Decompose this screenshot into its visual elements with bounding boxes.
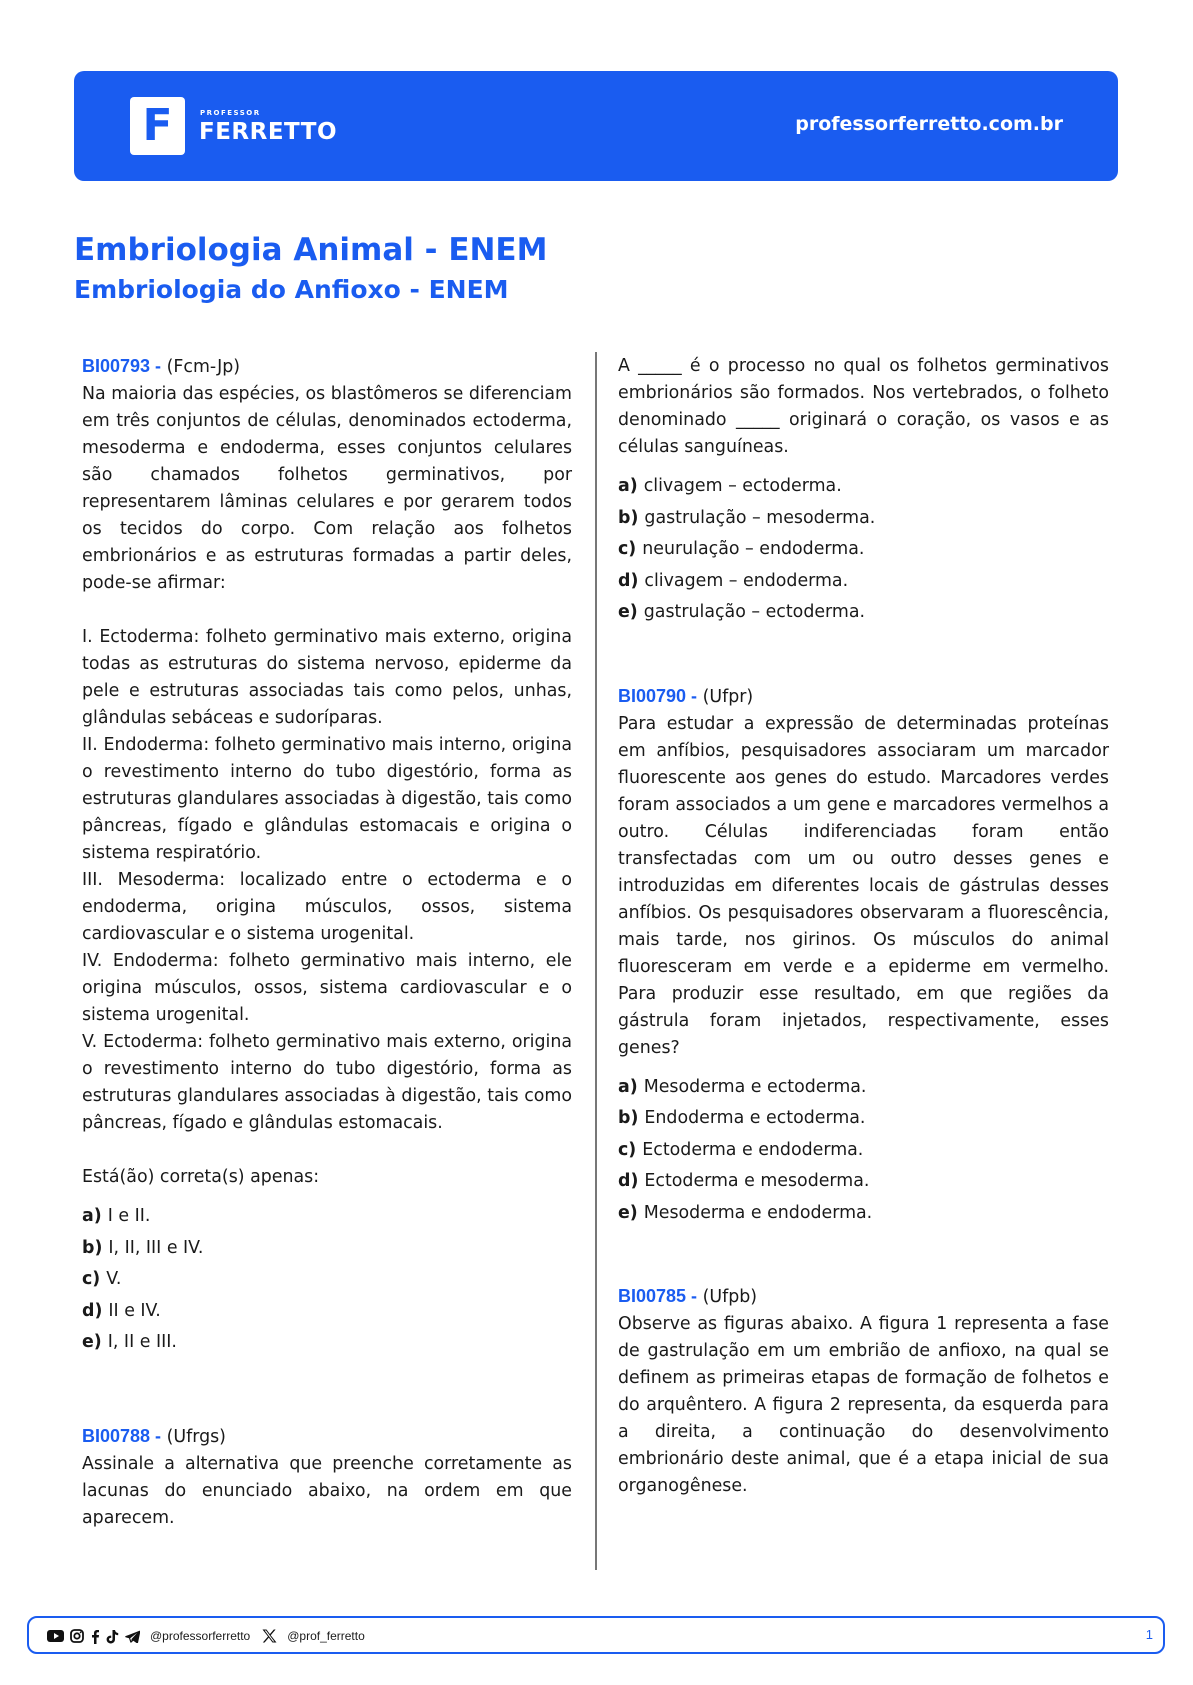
answer-option[interactable]: a) Mesoderma e ectoderma. <box>618 1076 867 1097</box>
answer-option[interactable]: e) Mesoderma e endoderma. <box>618 1202 873 1223</box>
column-divider <box>595 352 597 1570</box>
page-number: 1 <box>1145 1627 1153 1642</box>
answer-option[interactable]: e) gastrulação – ectoderma. <box>618 602 866 622</box>
question-BI00785 <box>618 1283 1109 1500</box>
answer-options <box>82 1203 572 1356</box>
answer-option[interactable]: d) II e IV. <box>82 1300 161 1321</box>
answer-option[interactable]: d) Ectoderma e mesoderma. <box>618 1171 870 1191</box>
question-text: Para estudar a expressão de determinadas proteínas em anfíbios, pesquisadores associaram um marcador fluorescente aos genes do estudo. Marcadores verdes foram associados a um gene e marcadores vermelhos a outro. Células indiferenciadas foram então transfectadas com um ou outro desses genes e introduzidas em diferentes locais de gástrulas desses anfíbios. Os pesquisadores observaram a fluorescência, mais tarde, nos girinos. Os músculos do animal fluoresceram em verde e a epiderme em vermelho. Para produzir esse resultado, em que regiões da gástrula foram injetados, respectivamente, esses genes? <box>618 713 1109 1058</box>
youtube-icon[interactable] <box>47 1630 64 1642</box>
question-BI00788 <box>82 1423 572 1532</box>
logo-small-text: PROFESSOR <box>200 109 261 117</box>
answer-option[interactable]: c) V. <box>82 1269 122 1289</box>
question-id: BI00790 - <box>618 685 698 706</box>
answer-options <box>618 1074 1109 1227</box>
header-banner <box>74 71 1118 181</box>
answer-option[interactable]: a) clivagem – ectoderma. <box>618 476 842 496</box>
answer-options <box>618 473 1109 626</box>
answer-option[interactable]: e) I, II e III. <box>82 1332 177 1352</box>
question-source: (Ufrgs) <box>166 1426 226 1447</box>
question-id: BI00785 - <box>618 1286 698 1306</box>
question-id: BI00788 - <box>82 1425 162 1446</box>
answer-option[interactable]: b) I, II, III e IV. <box>82 1237 204 1258</box>
answer-option[interactable]: c) neurulação – endoderma. <box>618 539 865 559</box>
statement-item: V. Ectoderma: folheto germinativo mais externo, origina o revestimento interno do tubo digestório, forma as estruturas glandulares associadas à digestão, tais como pâncreas, fígado e glândulas estomacais. <box>82 1032 572 1133</box>
answer-option[interactable]: c) Ectoderma e endoderma. <box>618 1139 864 1160</box>
question-source: (Ufpb) <box>702 1287 758 1307</box>
question-BI00793 <box>82 353 572 1356</box>
question-source: (Ufpr) <box>702 686 754 707</box>
answer-option[interactable]: b) gastrulação – mesoderma. <box>618 507 876 528</box>
telegram-icon[interactable] <box>125 1630 140 1643</box>
question-statement: A _____ é o processo no qual os folhetos germinativos embrionários são formados. Nos vertebrados, o folheto denominado _____ originará o coração, os vasos e as células sanguíneas. <box>618 356 1109 457</box>
question-BI00790 <box>618 683 1109 1227</box>
tiktok-icon[interactable] <box>106 1629 119 1644</box>
question-text: Observe as figuras abaixo. A figura 1 representa a fase de gastrulação em um embrião de anfioxo, na qual se definem as primeiras etapas de formação de folhetos e do arquêntero. A figura 2 representa, da esquerda para a direita, a continuação do desenvolvimento embrionário deste animal, que é a etapa inicial de sua organogênese. <box>618 1314 1109 1496</box>
question-text: Na maioria das espécies, os blastômeros se diferenciam em três conjuntos de células, denominados ectoderma, mesoderma e endoderma, esses conjuntos celulares são chamados folhetos germinativos, por representarem lâminas celulares e por gerarem todos os tecidos do corpo. Com relação aos folhetos embrionários e as estruturas formadas a partir deles, pode-se afirmar: <box>82 384 572 593</box>
statement-item: II. Endoderma: folheto germinativo mais interno, origina o revestimento interno do tubo digestório, forma as estruturas glandulares associadas à digestão, tais como pâncreas, fígado e glândulas estomacais e origina o sistema respiratório. <box>82 735 572 863</box>
logo-brand-text: FERRETTO <box>199 119 338 145</box>
question-source: (Fcm-Jp) <box>166 357 241 377</box>
answer-option[interactable]: b) Endoderma e ectoderma. <box>618 1108 866 1128</box>
social-icons <box>47 1627 365 1645</box>
facebook-icon[interactable] <box>90 1629 100 1644</box>
answer-option[interactable]: d) clivagem – endoderma. <box>618 570 849 591</box>
social-handle-x[interactable]: @prof_ferretto <box>287 1629 365 1643</box>
statement-item: IV. Endoderma: folheto germinativo mais interno, ele origina músculos, ossos, sistema cardiovascular e o sistema urogenital. <box>82 951 572 1025</box>
statement-item: III. Mesoderma: localizado entre o ectoderma e o endoderma, origina músculos, ossos, sistema cardiovascular e o sistema urogenital. <box>82 870 572 944</box>
logo-icon: F <box>130 97 185 155</box>
page-subtitle: Embriologia do Anfioxo - ENEM <box>74 275 509 304</box>
question-id: BI00793 - <box>82 356 162 376</box>
question-BI00788-continued <box>618 353 1109 626</box>
statement-item: I. Ectoderma: folheto germinativo mais externo, origina todas as estruturas do sistema nervoso, epiderme da pele e estruturas associadas tais como pelos, unhas, glândulas sebáceas e sudoríparas. <box>82 627 572 728</box>
site-link[interactable]: professorferretto.com.br <box>795 113 1063 135</box>
question-prompt: Está(ão) correta(s) apenas: <box>82 1167 320 1187</box>
question-text: Assinale a alternativa que preenche corretamente as lacunas do enunciado abaixo, na ordem em que aparecem. <box>82 1453 572 1528</box>
right-column <box>618 353 1109 1500</box>
page-title: Embriologia Animal - ENEM <box>74 232 548 268</box>
left-column <box>82 353 572 1532</box>
x-icon[interactable] <box>262 1629 277 1643</box>
footer-bar <box>27 1616 1165 1654</box>
instagram-icon[interactable] <box>70 1629 84 1643</box>
social-handle[interactable]: @professorferretto <box>150 1629 251 1643</box>
answer-option[interactable]: a) I e II. <box>82 1206 151 1226</box>
